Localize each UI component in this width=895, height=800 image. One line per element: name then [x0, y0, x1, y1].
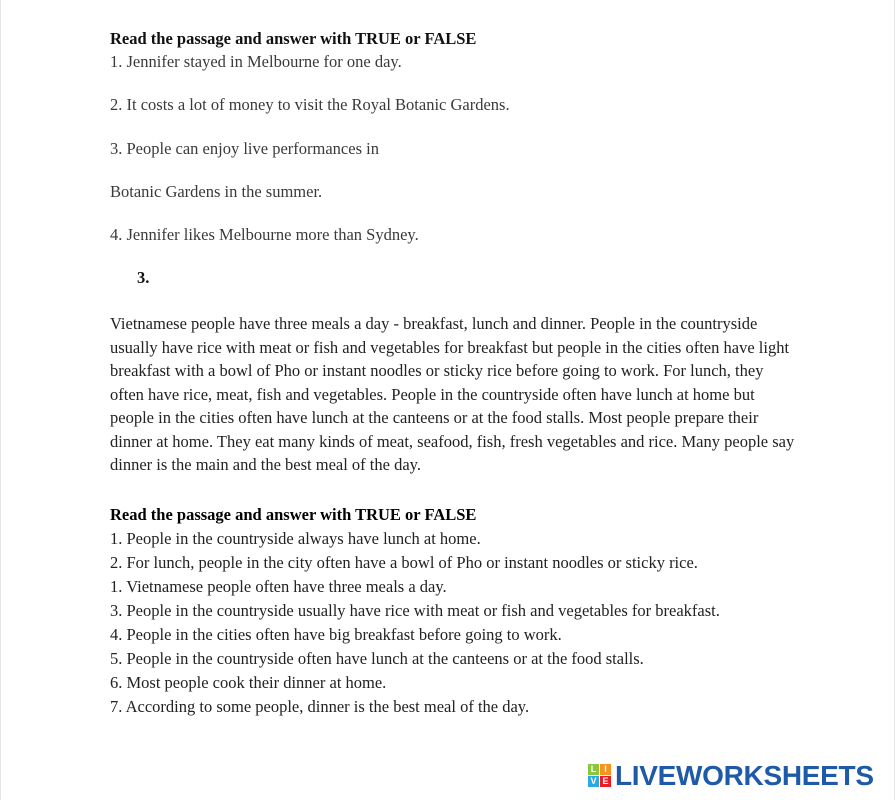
page-border-left: [0, 0, 1, 800]
question-item: 6. Most people cook their dinner at home.: [110, 673, 387, 692]
part2-question-1: 1. Jennifer stayed in Melbourne for one day.: [110, 52, 402, 71]
reading-passage: Vietnamese people have three meals a day - breakfast, lunch and dinner. People in the countryside usually have rice with meat or fish and vegetables for breakfast but people in the cities often have light breakfast with a bowl of Pho or instant noodles or sticky rice before going to work. For lunch, they often have rice, meat, fish and vegetables. People in the countryside often have lunch at home but people in the cities often have lunch at the canteens or at the food stalls. Most people prepare their dinner at home. They eat many kinds of meat, seafood, fish, fresh vegetables and rice. Many people say dinner is the main and the best meal of the day.: [110, 314, 795, 474]
question-item: 1. People in the countryside always have lunch at home.: [110, 529, 481, 548]
part3-heading: Read the passage and answer with TRUE or FALSE: [110, 505, 477, 524]
part2-question-3-line2: Botanic Gardens in the summer.: [110, 182, 323, 201]
question-list: [110, 503, 720, 719]
question-item: 1. Vietnamese people often have three meals a day.: [110, 577, 447, 596]
section-number: 3.: [137, 268, 150, 287]
logo-mark-letter: V: [588, 776, 599, 787]
logo-mark-icon: [588, 764, 612, 788]
question-item: 3. People in the countryside usually have rice with meat or fish and vegetables for breakfast.: [110, 601, 720, 620]
liveworksheets-logo: [588, 762, 874, 790]
part2-heading: Read the passage and answer with TRUE or FALSE: [110, 29, 477, 48]
question-item: 4. People in the cities often have big breakfast before going to work.: [110, 625, 562, 644]
part2-question-4: 4. Jennifer likes Melbourne more than Sydney.: [110, 225, 419, 244]
logo-mark-letter: E: [600, 776, 611, 787]
question-item: 2. For lunch, people in the city often have a bowl of Pho or instant noodles or sticky rice.: [110, 553, 698, 572]
part2-question-2: 2. It costs a lot of money to visit the Royal Botanic Gardens.: [110, 95, 510, 114]
logo-mark-letter: L: [588, 764, 599, 775]
question-item: 7. According to some people, dinner is the best meal of the day.: [110, 697, 530, 716]
part2-question-3-line1: 3. People can enjoy live performances in: [110, 139, 379, 158]
logo-mark-letter: I: [600, 764, 611, 775]
logo-text: LIVEWORKSHEETS: [615, 760, 874, 791]
question-item: 5. People in the countryside often have lunch at the canteens or at the food stalls.: [110, 649, 644, 668]
